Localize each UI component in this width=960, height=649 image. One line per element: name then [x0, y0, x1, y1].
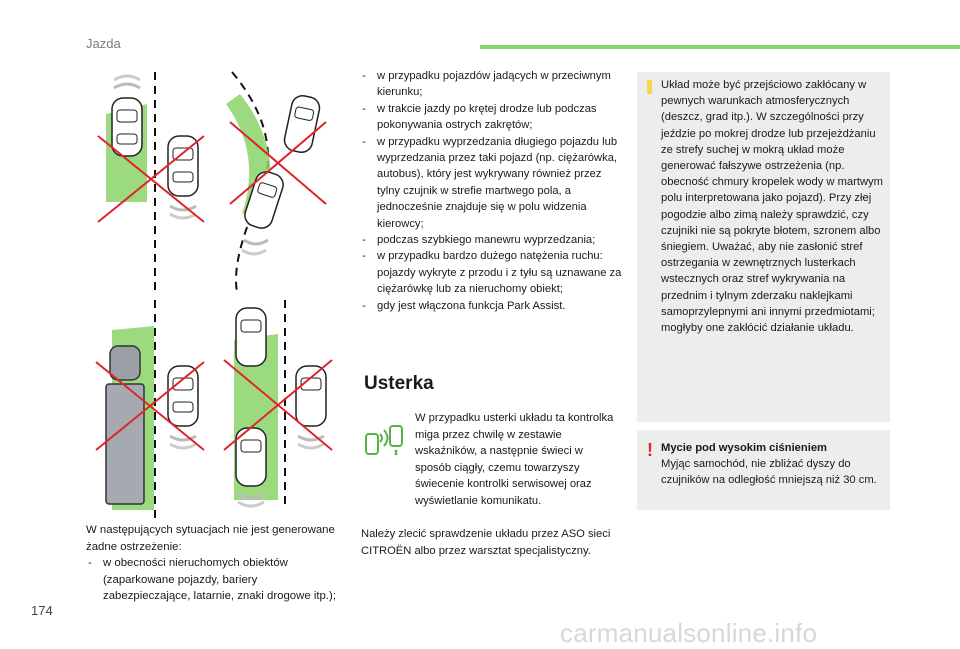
list-item: - gdy jest włączona funkcja Park Assist.	[360, 298, 625, 314]
list-item: - w trakcie jazdy po krętej drodze lub podczas pokonywania ostrych zakrętów;	[360, 101, 625, 134]
info-text: Układ może być przejściowo zakłócany w pewnych warunkach atmosferycznych (deszcz, grad itp.). W szczególności przy jeździe po mokrej drodze lub przejeżdżaniu ze strefy suchej w mokrą układ może generować fałszywe ostrzeżenia (np. obecność chmury kropelek wody w martwym polu interpretowana jako pojazd). Przy złej pogodzie albo zimą należy sprawdzić, czy czujniki nie są pokryte błotem, szronem albo śniegiem. Uważać, aby nie zasłonić stref ostrzegania w zewnętrznych lusterkach wstecznych oraz stref wykrywania na przednim i tylnym zderzaku naklejkami samoprzylepnymi ani innymi przedmiotami; mogłyby one zakłócić działanie układu.	[661, 79, 883, 335]
fault-section-title: Usterka	[364, 373, 434, 394]
scene-curved-road	[226, 72, 326, 292]
scene-truck	[96, 300, 204, 520]
warning-text: Myjąc samochód, nie zbliżać dyszy do czujników na odległość mniejszą niż 30 cm.	[661, 458, 877, 487]
exclamation-icon: !	[647, 440, 653, 460]
scene-traffic	[224, 300, 332, 510]
scene-opposite-direction	[98, 72, 204, 294]
car-topview-icon	[112, 76, 142, 156]
fault-description: W przypadku usterki układu ta kontrolka miga przez chwilę w zestawie wskaźników, a następnie świeci w sposób ciągły, czemu towarzyszy świecenie kontrolki serwisowej oraz wyświetlanie komunikatu.	[415, 412, 614, 507]
situations-list-block	[360, 68, 625, 314]
service-note: Należy zlecić sprawdzenie układu przez ASO sieci CITROËN albo przez warsztat specjalistyczny.	[361, 528, 611, 557]
list-item: - w przypadku bardzo dużego natężenia ruchu: pojazdy wykryte z przodu i z tyłu są uznawane za ciężarówkę lub za nieruchomy obiekt;	[360, 248, 625, 297]
car-topview-icon	[236, 308, 266, 366]
list-item: - w obecności nieruchomych obiektów (zaparkowane pojazdy, bariery zabezpieczające, latarnie, znaki drogowe itp.);	[86, 555, 346, 605]
intro-list	[86, 555, 346, 605]
info-marker-icon	[647, 80, 652, 94]
warning-title: Mycie pod wysokim ciśnieniem	[661, 442, 828, 454]
car-topview-icon	[282, 94, 321, 155]
page-number: 174	[31, 603, 53, 618]
list-item: - w przypadku pojazdów jadących w przeciwnym kierunku;	[360, 68, 625, 101]
watermark: carmanualsonline.info	[560, 618, 818, 648]
section-label: Jazda	[86, 36, 121, 51]
blind-spot-warning-icon	[364, 420, 404, 460]
truck-topview-icon	[106, 346, 144, 504]
list-item: - w przypadku wyprzedzania długiego pojazdu lub wyprzedzania przez taki pojazd (np. ciężarówka, autobus), który jest wykrywany również przez tylny czujnik w strefie martwego pola, a jednocześnie znajduje się w polu widzenia kierowcy;	[360, 134, 625, 232]
intro-block	[86, 522, 346, 605]
situations-list	[360, 68, 625, 314]
intro-text: W następujących sytuacjach nie jest generowane żadne ostrzeżenie:	[86, 524, 335, 553]
illustration-bottom	[92, 300, 347, 520]
car-topview-icon	[242, 169, 286, 254]
header-accent-bar	[480, 45, 960, 49]
list-item: - podczas szybkiego manewru wyprzedzania;	[360, 232, 625, 248]
illustration-top	[92, 64, 347, 294]
